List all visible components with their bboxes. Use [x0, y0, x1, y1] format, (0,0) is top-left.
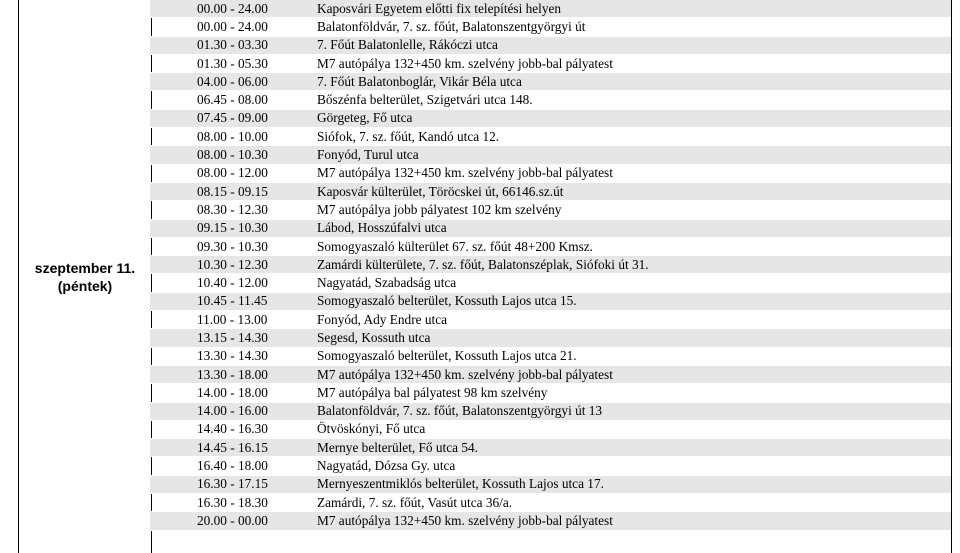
time-cell: 16.30 - 18.30	[197, 494, 268, 510]
time-cell: 14.00 - 18.00	[197, 384, 268, 400]
time-cell: 04.00 - 06.00	[197, 73, 268, 89]
table-row	[150, 475, 951, 493]
table-row	[150, 109, 951, 127]
location-cell: Görgeteg, Fő utca	[317, 110, 413, 126]
time-cell: 14.45 - 16.15	[197, 439, 268, 455]
location-cell: Mernye belterület, Fő utca 54.	[317, 439, 478, 455]
location-cell: Balatonföldvár, 7. sz. főút, Balatonszentgyörgyi út 13	[317, 403, 603, 419]
table-row	[150, 311, 951, 329]
time-cell: 10.40 - 12.00	[197, 275, 268, 291]
location-cell: Nagyatád, Dózsa Gy. utca	[317, 458, 456, 474]
location-cell: Siófok, 7. sz. főút, Kandó utca 12.	[317, 128, 500, 144]
table-row	[150, 0, 951, 18]
day-date: szeptember 11.	[34, 259, 136, 276]
day-cell	[18, 0, 152, 553]
table-row	[150, 237, 951, 255]
location-cell: 7. Főút Balatonlelle, Rákóczi utca	[317, 37, 498, 53]
table-row	[150, 347, 951, 365]
location-cell: Zamárdi külterülete, 7. sz. főút, Balatonszéplak, Siófoki út 31.	[317, 256, 649, 272]
table-row	[150, 494, 951, 512]
location-cell: Mernyeszentmiklós belterület, Kossuth Lajos utca 17.	[317, 476, 604, 492]
time-cell: 16.30 - 17.15	[197, 476, 268, 492]
time-cell: 11.00 - 13.00	[197, 311, 268, 327]
time-cell: 10.30 - 12.30	[197, 256, 268, 272]
time-cell: 01.30 - 03.30	[197, 37, 268, 53]
table-right-border	[951, 0, 952, 553]
table-row	[150, 54, 951, 72]
location-cell: Nagyatád, Szabadság utca	[317, 275, 457, 291]
time-cell: 00.00 - 24.00	[197, 18, 268, 34]
time-cell: 10.45 - 11.45	[197, 293, 268, 309]
table-row	[150, 201, 951, 219]
table-row	[150, 365, 951, 383]
table-row	[150, 457, 951, 475]
table-row	[150, 128, 951, 146]
table-row	[150, 420, 951, 438]
time-cell: 20.00 - 00.00	[197, 512, 268, 528]
location-cell: Fonyód, Ady Endre utca	[317, 311, 447, 327]
table-row	[150, 91, 951, 109]
location-cell: Kaposvár külterület, Töröcskei út, 66146.sz.út	[317, 183, 564, 199]
location-cell: M7 autópálya 132+450 km. szelvény jobb-bal pályatest	[317, 165, 613, 181]
table-row	[150, 384, 951, 402]
time-cell: 00.00 - 24.00	[197, 0, 268, 16]
table-row	[150, 256, 951, 274]
table-row	[150, 439, 951, 457]
time-cell: 08.15 - 09.15	[197, 183, 268, 199]
time-cell: 09.15 - 10.30	[197, 220, 268, 236]
table-row	[150, 164, 951, 182]
location-cell: Bőszénfa belterület, Szigetvári utca 148.	[317, 92, 533, 108]
time-cell: 13.30 - 14.30	[197, 348, 268, 364]
location-cell: Fonyód, Turul utca	[317, 147, 419, 163]
table-row	[150, 274, 951, 292]
time-cell: 08.30 - 12.30	[197, 201, 268, 217]
location-cell: Kaposvári Egyetem előtti fix telepítési helyen	[317, 0, 562, 16]
table-row	[150, 329, 951, 347]
table-row	[150, 146, 951, 164]
schedule-body	[150, 0, 951, 530]
time-cell: 06.45 - 08.00	[197, 92, 268, 108]
location-cell: Segesd, Kossuth utca	[317, 329, 431, 345]
table-row	[150, 18, 951, 36]
location-cell: M7 autópálya bal pályatest 98 km szelvény	[317, 384, 548, 400]
day-label	[35, 259, 135, 295]
location-cell: Balatonföldvár, 7. sz. főút, Balatonszentgyörgyi út	[317, 18, 586, 34]
location-cell: M7 autópálya 132+450 km. szelvény jobb-bal pályatest	[317, 55, 613, 71]
location-cell: Somogyaszaló külterület 67. sz. főút 48+200 Kmsz.	[317, 238, 593, 254]
time-cell: 13.15 - 14.30	[197, 329, 268, 345]
location-cell: Lábod, Hosszúfalvi utca	[317, 220, 447, 236]
time-cell: 01.30 - 05.30	[197, 55, 268, 71]
time-cell: 09.30 - 10.30	[197, 238, 268, 254]
schedule-table	[150, 0, 951, 531]
time-cell: 13.30 - 18.00	[197, 366, 268, 382]
table-row	[150, 36, 951, 54]
time-cell: 08.00 - 12.00	[197, 165, 268, 181]
time-cell: 14.40 - 16.30	[197, 421, 268, 437]
day-weekday: (péntek)	[57, 277, 113, 294]
location-cell: Somogyaszaló belterület, Kossuth Lajos utca 21.	[317, 348, 577, 364]
location-cell: Ötvöskónyi, Fő utca	[317, 421, 426, 437]
location-cell: M7 autópálya 132+450 km. szelvény jobb-bal pályatest	[317, 366, 613, 382]
location-cell: M7 autópálya 132+450 km. szelvény jobb-bal pályatest	[317, 512, 613, 528]
table-row	[150, 182, 951, 200]
time-cell: 08.00 - 10.30	[197, 147, 268, 163]
time-cell: 16.40 - 18.00	[197, 458, 268, 474]
location-cell: Somogyaszaló belterület, Kossuth Lajos utca 15.	[317, 293, 577, 309]
location-cell: M7 autópálya jobb pályatest 102 km szelvény	[317, 201, 562, 217]
table-row	[150, 512, 951, 530]
table-row	[150, 219, 951, 237]
time-cell: 08.00 - 10.00	[197, 128, 268, 144]
location-cell: 7. Főút Balatonboglár, Vikár Béla utca	[317, 73, 522, 89]
time-cell: 14.00 - 16.00	[197, 403, 268, 419]
time-cell: 07.45 - 09.00	[197, 110, 268, 126]
location-cell: Zamárdi, 7. sz. főút, Vasút utca 36/a.	[317, 494, 513, 510]
table-row	[150, 73, 951, 91]
table-row	[150, 292, 951, 310]
table-row	[150, 402, 951, 420]
